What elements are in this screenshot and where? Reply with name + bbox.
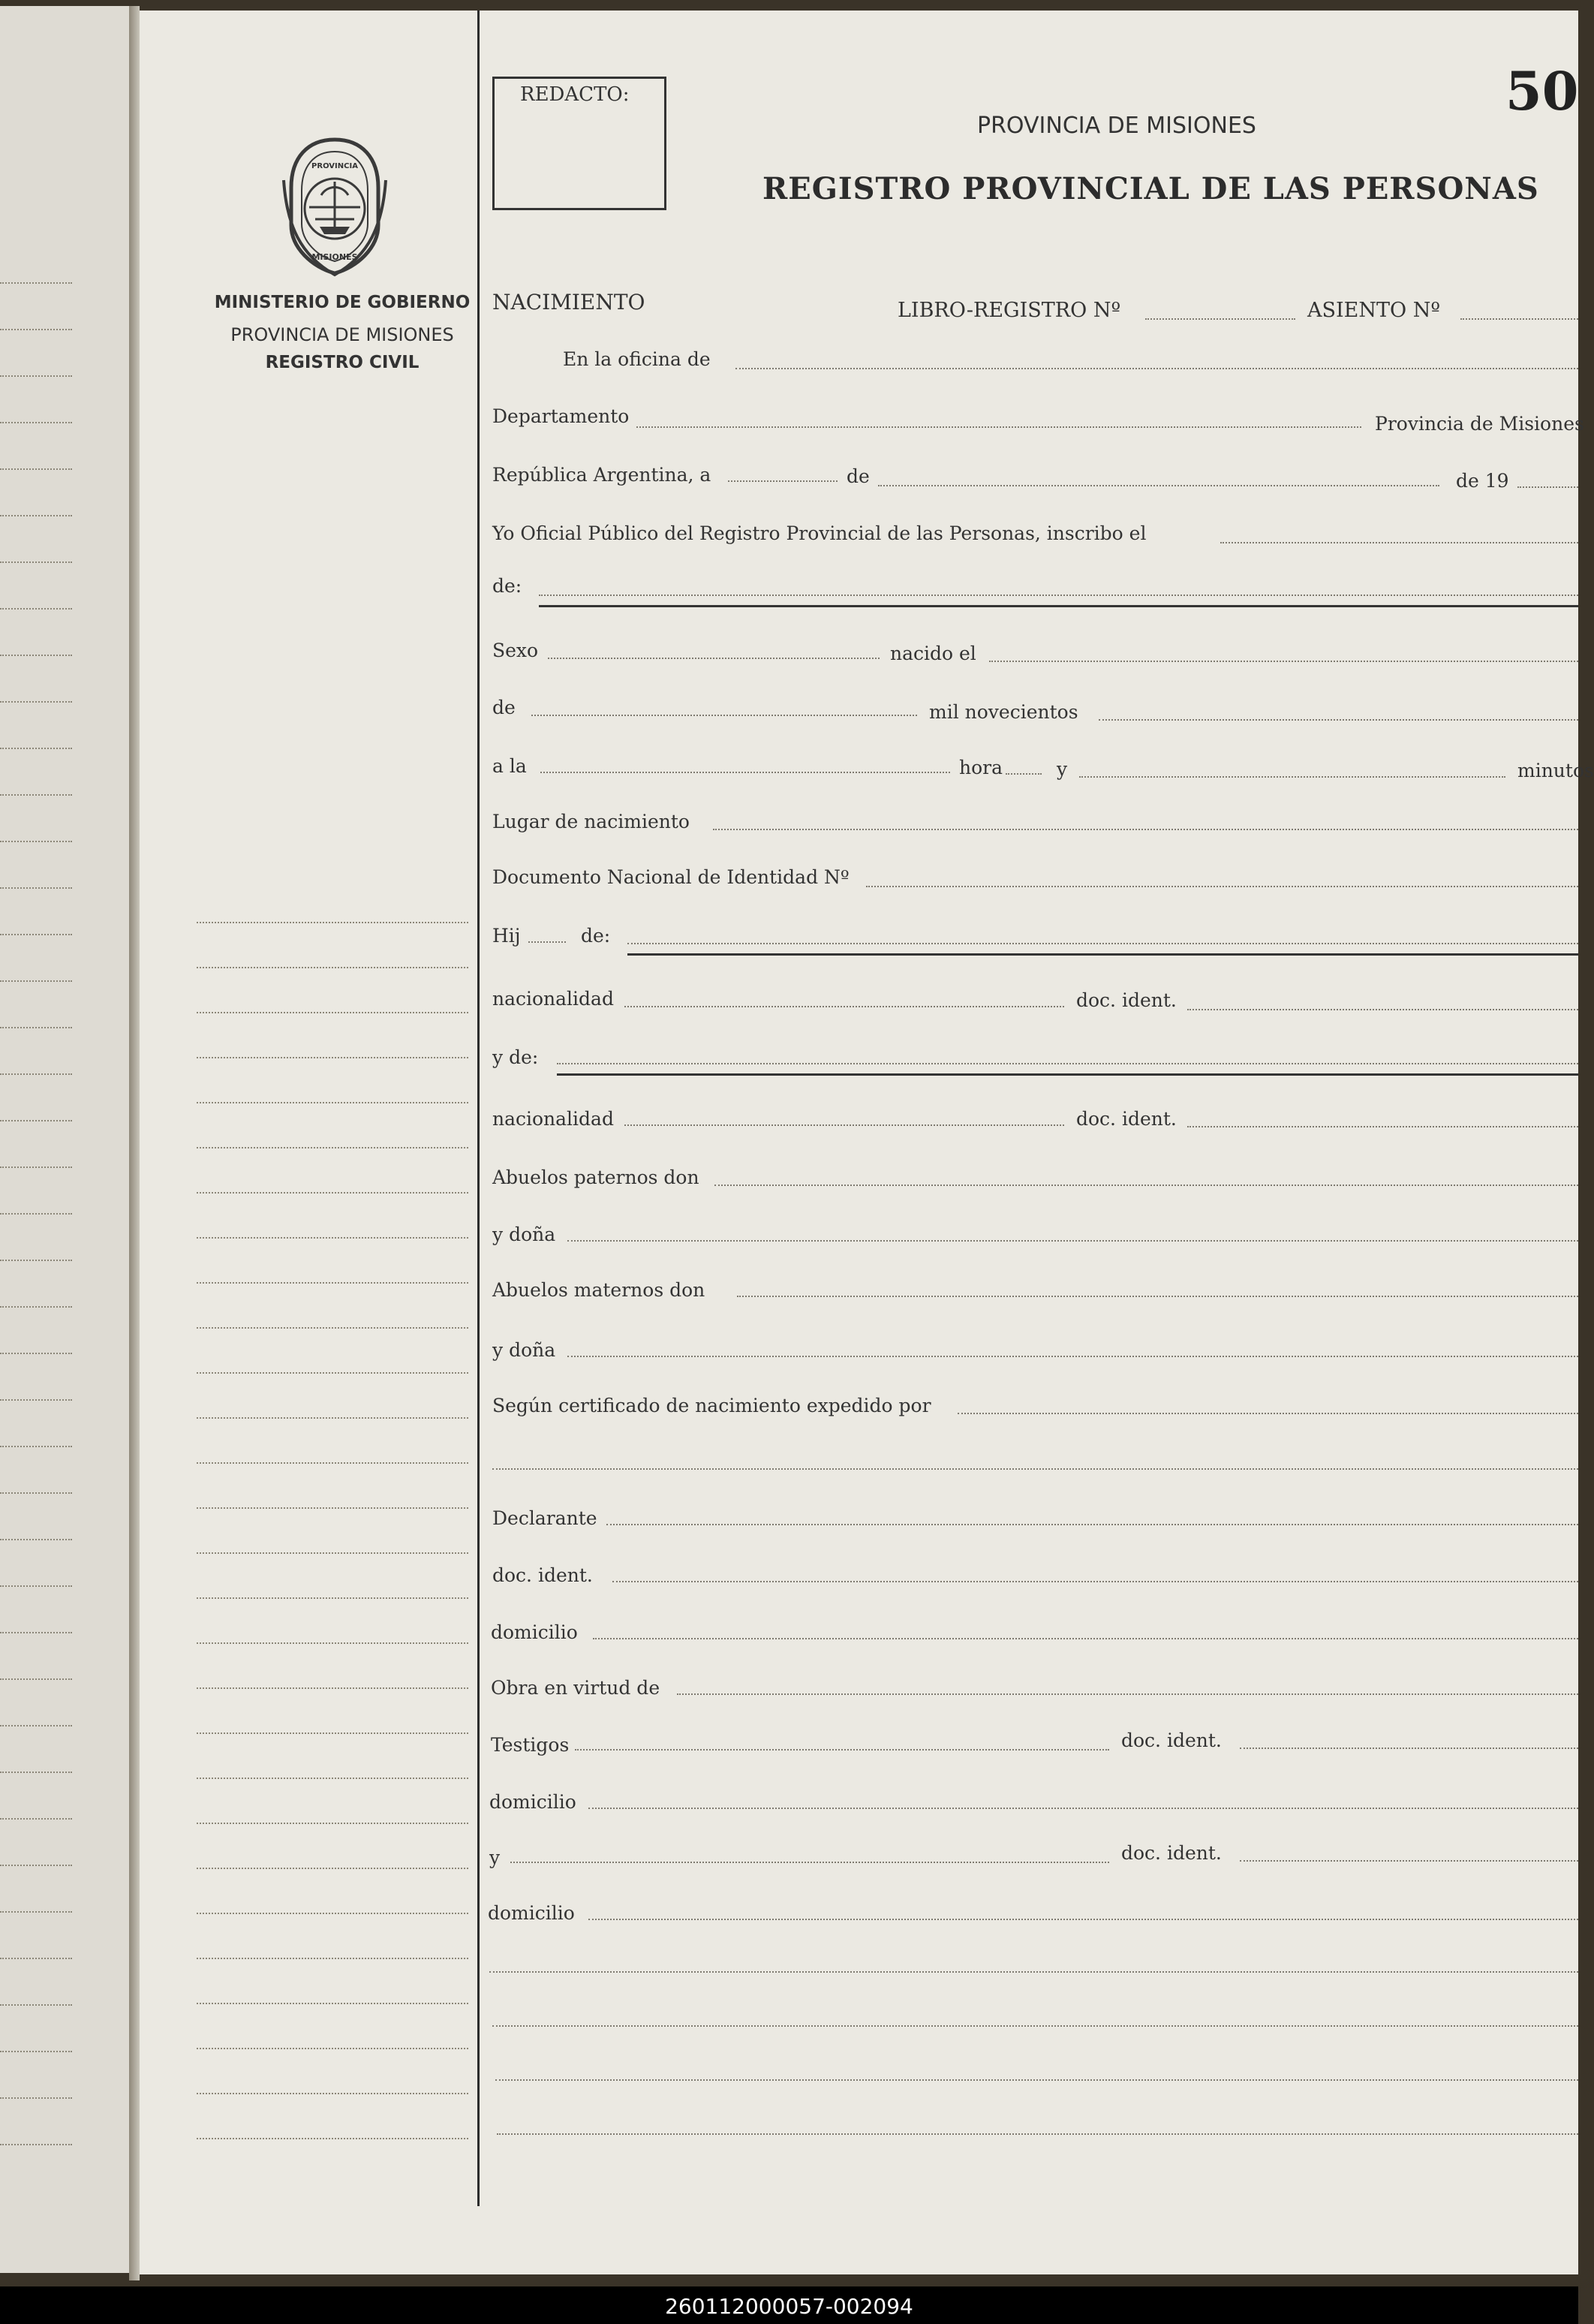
margin-note-line	[197, 1552, 468, 1554]
dotted-line	[0, 2097, 72, 2099]
hora-suffix-field[interactable]	[1006, 773, 1042, 775]
father-name-underline	[627, 953, 1578, 956]
asiento-label: ASIENTO Nº	[1307, 299, 1441, 322]
departamento-label: Departamento	[492, 405, 630, 427]
margin-note-line	[197, 2138, 468, 2139]
lugar-field[interactable]	[713, 829, 1578, 830]
blank-line[interactable]	[492, 2025, 1578, 2027]
hij-suffix-field[interactable]	[528, 941, 566, 943]
domicilio1-label: domicilio	[491, 1621, 578, 1643]
dotted-line	[0, 887, 72, 889]
dotted-line	[0, 1027, 72, 1028]
margin-note-line	[197, 922, 468, 923]
margin-note-line	[197, 1462, 468, 1464]
dotted-line	[0, 1911, 72, 1913]
docident1-field[interactable]	[1187, 1009, 1578, 1010]
oficina-field[interactable]	[735, 368, 1578, 369]
margin-divider	[477, 11, 480, 2206]
y-dona1-label: y doña	[492, 1224, 556, 1245]
province-heading: PROVINCIA DE MISIONES	[977, 113, 1256, 139]
de-colon-label: de:	[492, 575, 522, 597]
departamento-field[interactable]	[636, 426, 1361, 428]
sexo-field[interactable]	[548, 658, 880, 659]
docident3-label: doc. ident.	[492, 1564, 593, 1586]
minutes-field[interactable]	[1079, 776, 1505, 778]
ministry-civil-registry: REGISTRO CIVIL	[265, 353, 420, 372]
dotted-line	[0, 1260, 72, 1261]
margin-note-line	[197, 1012, 468, 1013]
dni-label: Documento Nacional de Identidad Nº	[492, 866, 850, 888]
hij-label: Hij	[492, 925, 521, 947]
dotted-line	[0, 1213, 72, 1215]
margin-note-line	[197, 1417, 468, 1419]
docident1-label: doc. ident.	[1076, 989, 1177, 1011]
dotted-line	[0, 375, 72, 377]
yo-oficial-text: Yo Oficial Público del Registro Provincial de las Personas, inscribo el	[492, 522, 1147, 544]
birth-year-field[interactable]	[1099, 719, 1578, 721]
dotted-line	[0, 2004, 72, 2006]
margin-note-line	[197, 1282, 468, 1284]
mother-name-field[interactable]	[557, 1063, 1578, 1064]
declarante-label: Declarante	[492, 1507, 597, 1529]
dotted-line	[0, 422, 72, 423]
book-gutter	[129, 6, 140, 2280]
blank-line[interactable]	[489, 1971, 1578, 1973]
abuelos-maternos-field[interactable]	[737, 1296, 1578, 1297]
dotted-line	[0, 468, 72, 470]
testigos-label: Testigos	[491, 1734, 570, 1756]
abuelos-paternos-field[interactable]	[714, 1185, 1578, 1186]
margin-note-line	[197, 1102, 468, 1103]
segun-certificado-label: Según certificado de nacimiento expedido por	[492, 1395, 931, 1416]
sexo-label: Sexo	[492, 640, 539, 661]
margin-note-line	[197, 967, 468, 968]
abuela-paterna-field[interactable]	[567, 1240, 1578, 1242]
birth-month-field[interactable]	[531, 715, 917, 716]
margin-note-line	[197, 1958, 468, 1959]
mil-novecientos-label: mil novecientos	[929, 701, 1078, 723]
declarante-field[interactable]	[606, 1524, 1578, 1525]
dotted-line	[0, 1865, 72, 1866]
minutos-label: minutos	[1517, 760, 1594, 781]
domicilio2-field[interactable]	[588, 1808, 1578, 1809]
de19-label: de 19	[1456, 470, 1509, 492]
page-number: 50	[1505, 60, 1579, 122]
year-field[interactable]	[1517, 486, 1578, 488]
lugar-label: Lugar de nacimiento	[492, 811, 690, 832]
nacionalidad2-label: nacionalidad	[492, 1108, 614, 1130]
domicilio1-field[interactable]	[593, 1638, 1578, 1639]
nacimiento-label: NACIMIENTO	[492, 290, 645, 315]
dotted-line	[0, 1492, 72, 1494]
dotted-line	[0, 1353, 72, 1354]
margin-note-line	[197, 1327, 468, 1329]
testigos-field[interactable]	[575, 1749, 1109, 1751]
hora-label: hora	[959, 757, 1003, 778]
margin-note-line	[197, 2048, 468, 2049]
margin-note-line	[197, 1192, 468, 1194]
dotted-line	[0, 1399, 72, 1401]
docident5-field[interactable]	[1240, 1860, 1578, 1862]
dotted-line	[0, 655, 72, 656]
month-field[interactable]	[878, 485, 1439, 486]
ministry-province: PROVINCIA DE MISIONES	[230, 324, 454, 345]
nacionalidad2-field[interactable]	[624, 1124, 1064, 1126]
margin-note-line	[197, 2093, 468, 2094]
margin-note-line	[197, 1778, 468, 1779]
dotted-line	[0, 1306, 72, 1308]
libro-registro-label: LIBRO-REGISTRO Nº	[898, 299, 1121, 322]
docident4-field[interactable]	[1240, 1748, 1578, 1749]
nacido-label: nacido el	[890, 643, 976, 664]
certificado-field[interactable]	[958, 1413, 1578, 1414]
de-label: de	[847, 465, 870, 487]
margin-note-line	[197, 1823, 468, 1824]
hour-field[interactable]	[540, 772, 950, 773]
province-crest-icon	[278, 135, 392, 278]
day-field[interactable]	[728, 480, 838, 482]
a-la-label: a la	[492, 755, 527, 777]
name-underline	[539, 605, 1578, 607]
y-de-label: y de:	[492, 1046, 539, 1068]
dotted-line	[0, 282, 72, 284]
republica-label: República Argentina, a	[492, 464, 711, 486]
dotted-line	[0, 1632, 72, 1633]
docident5-label: doc. ident.	[1121, 1842, 1222, 1864]
dotted-line	[0, 748, 72, 749]
dotted-line	[0, 1725, 72, 1726]
dotted-line	[0, 841, 72, 842]
dotted-line	[0, 1539, 72, 1540]
dotted-line	[0, 1073, 72, 1075]
testigo2-field[interactable]	[510, 1862, 1109, 1863]
blank-line[interactable]	[495, 2079, 1578, 2081]
dotted-line	[0, 794, 72, 796]
margin-note-line	[197, 1597, 468, 1599]
redacto-box[interactable]	[492, 77, 666, 210]
dotted-line	[0, 561, 72, 563]
docident2-label: doc. ident.	[1076, 1108, 1177, 1130]
margin-note-line	[197, 2003, 468, 2004]
blank-line[interactable]	[497, 2133, 1578, 2135]
margin-note-line	[197, 1913, 468, 1914]
de2-label: de	[492, 697, 516, 718]
abuelos-paternos-label: Abuelos paternos don	[492, 1167, 699, 1188]
margin-note-line	[197, 1642, 468, 1644]
domicilio3-field[interactable]	[588, 1919, 1578, 1920]
nacido-field[interactable]	[989, 661, 1578, 662]
docident2-field[interactable]	[1187, 1126, 1578, 1127]
crest-bottom-text: MISIONES	[311, 252, 358, 262]
margin-note-line	[197, 1687, 468, 1689]
dotted-line	[0, 1678, 72, 1680]
dotted-line	[0, 1167, 72, 1168]
name-field[interactable]	[539, 595, 1578, 596]
certificado-continued-field[interactable]	[492, 1468, 1578, 1470]
father-name-field[interactable]	[627, 943, 1578, 944]
obra-field[interactable]	[677, 1693, 1578, 1695]
oficina-label: En la oficina de	[563, 348, 711, 370]
provincia-misiones-label: Provincia de Misiones	[1375, 413, 1584, 435]
dotted-line	[0, 1446, 72, 1447]
inscribo-field[interactable]	[1220, 542, 1578, 543]
form-page	[140, 11, 1578, 2274]
mother-name-underline	[557, 1073, 1578, 1076]
document-id: 260112000057-002094	[665, 2294, 913, 2319]
dotted-line	[0, 1818, 72, 1820]
registry-title: REGISTRO PROVINCIAL DE LAS PERSONAS	[762, 171, 1539, 206]
libro-registro-field[interactable]	[1145, 318, 1295, 320]
margin-note-line	[197, 1237, 468, 1239]
margin-note-line	[197, 1507, 468, 1509]
margin-note-line	[197, 1868, 468, 1869]
domicilio2-label: domicilio	[489, 1791, 576, 1813]
ministry-label: MINISTERIO DE GOBIERNO	[214, 293, 471, 312]
dotted-line	[0, 515, 72, 516]
y2-label: y	[489, 1847, 501, 1868]
y-label: y	[1057, 758, 1068, 780]
asiento-field[interactable]	[1460, 318, 1578, 320]
nacionalidad1-label: nacionalidad	[492, 988, 614, 1010]
abuelos-maternos-label: Abuelos maternos don	[492, 1279, 705, 1301]
margin-note-line	[197, 1372, 468, 1374]
dotted-line	[0, 1772, 72, 1773]
domicilio3-label: domicilio	[488, 1902, 575, 1924]
dotted-line	[0, 1958, 72, 1959]
dotted-line	[0, 2051, 72, 2052]
margin-note-line	[197, 1057, 468, 1058]
redacto-label: REDACTO:	[520, 83, 630, 106]
dotted-line	[0, 329, 72, 330]
docident3-field[interactable]	[612, 1581, 1578, 1582]
margin-note-line	[197, 1732, 468, 1734]
dotted-line	[0, 934, 72, 935]
dotted-line	[0, 980, 72, 982]
y-dona2-label: y doña	[492, 1339, 556, 1361]
dni-field[interactable]	[866, 886, 1578, 887]
dotted-line	[0, 2144, 72, 2145]
docident4-label: doc. ident.	[1121, 1729, 1222, 1751]
dotted-line	[0, 701, 72, 703]
crest-top-text: PROVINCIA	[311, 162, 358, 170]
abuela-materna-field[interactable]	[567, 1356, 1578, 1357]
obra-label: Obra en virtud de	[491, 1677, 660, 1699]
left-facing-page	[0, 6, 129, 2273]
hij-de-label: de:	[581, 925, 611, 947]
nacionalidad1-field[interactable]	[624, 1006, 1064, 1007]
margin-note-line	[197, 1147, 468, 1148]
dotted-line	[0, 608, 72, 610]
dotted-line	[0, 1120, 72, 1121]
dotted-line	[0, 1585, 72, 1587]
